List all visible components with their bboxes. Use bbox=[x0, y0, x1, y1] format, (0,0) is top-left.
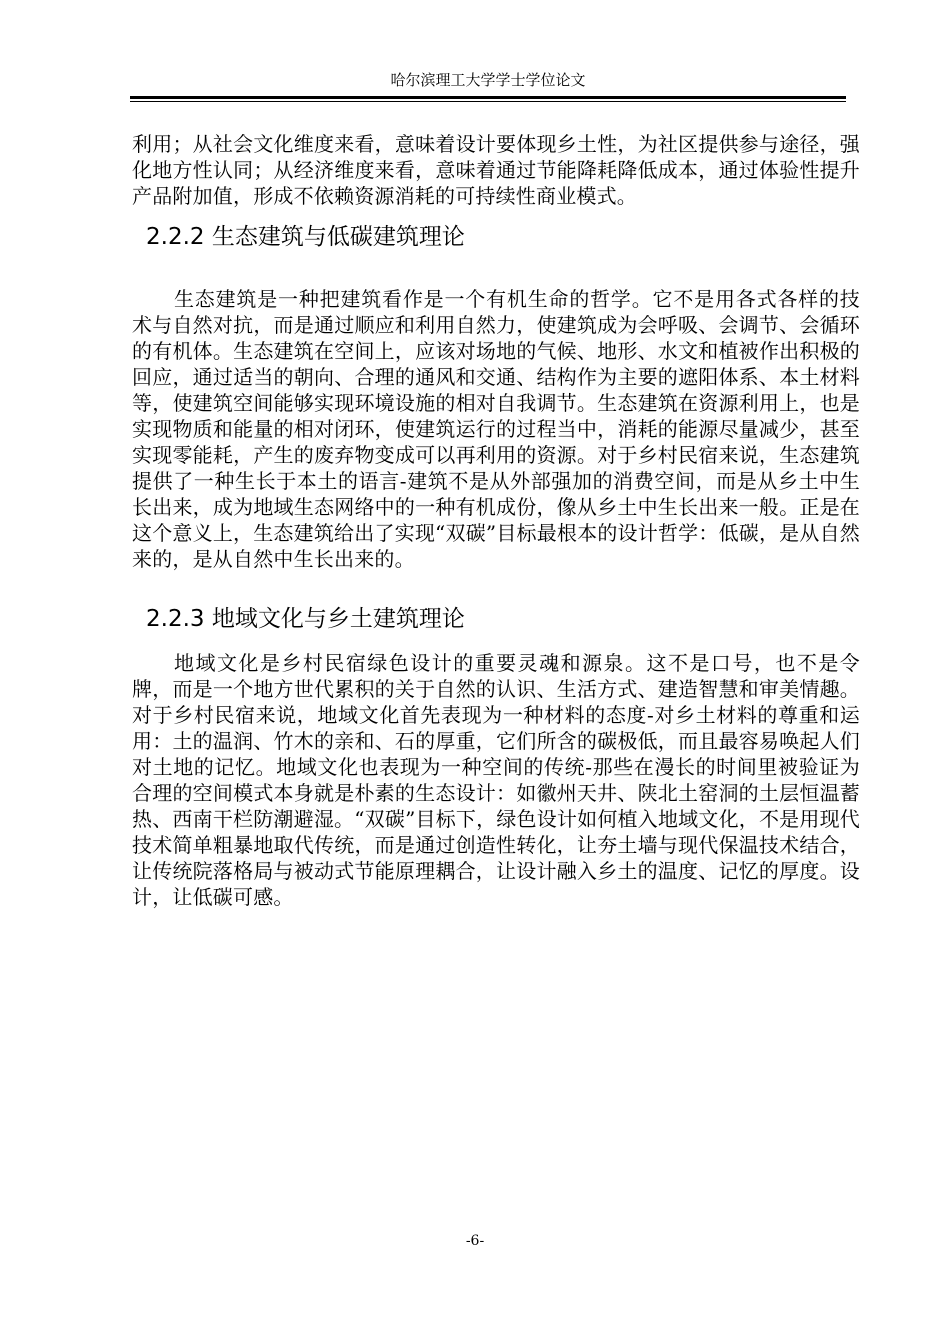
section-heading-2-2-2: 2.2.2 生态建筑与低碳建筑理论 bbox=[146, 224, 465, 250]
paragraph-2-2-2: 生态建筑是一种把建筑看作是一个有机生命的哲学。它不是用各式各样的技术与自然对抗，而是通过顺应和利用自然力，使建筑成为会呼吸、会调节、会循环的有机体。生态建筑在空间上，应该对场地的气候、地形、水文和植被作出积极的回应，通过适当的朝向、合理的通风和交通、结构作为主要的遮阳体系、本土材料等，使建筑空间能够实现环境设施的相对自我调节。生态建筑在资源利用上，也是实现物质和能量的相对闭环，使建筑运行的过程当中，消耗的能源尽量减少，甚至实现零能耗，产生的废弃物变成可以再利用的资源。对于乡村民宿来说，生态建筑提供了一种生长于本土的语言-建筑不是从外部强加的消费空间，而是从乡土中生长出来，成为地域生态网络中的一种有机成份，像从乡土中生长出来一般。正是在这个意义上，生态建筑给出了实现“双碳”目标最根本的设计哲学：低碳，是从自然来的，是从自然中生长出来的。 bbox=[132, 287, 860, 571]
intro-paragraph: 利用；从社会文化维度来看，意味着设计要体现乡土性，为社区提供参与途径，强化地方性认同；从经济维度来看，意味着通过节能降耗降低成本，通过体验性提升产品附加值，形成不依赖资源消耗的可持续性商业模式。 bbox=[132, 132, 860, 208]
page-header: 哈尔滨理工大学学士学位论文 bbox=[390, 71, 586, 89]
section-heading-2-2-3: 2.2.3 地域文化与乡土建筑理论 bbox=[146, 606, 465, 632]
page-number: -6- bbox=[465, 1233, 485, 1249]
paragraph-2-2-3: 地域文化是乡村民宿绿色设计的重要灵魂和源泉。这不是口号，也不是令牌，而是一个地方世代累积的关于自然的认识、生活方式、建造智慧和审美情趣。对于乡村民宿来说，地域文化首先表现为一种材料的态度-对乡土材料的尊重和运用：土的温润、竹木的亲和、石的厚重，它们所含的碳极低，而且最容易唤起人们对土地的记忆。地域文化也表现为一种空间的传统-那些在漫长的时间里被验证为合理的空间模式本身就是朴素的生态设计：如徽州天井、陕北土窑洞的土层恒温蓄热、西南干栏防潮避湿。“双碳”目标下，绿色设计如何植入地域文化，不是用现代技术简单粗暴地取代传统，而是通过创造性转化，让夯土墙与现代保温技术结合，让传统院落格局与被动式节能原理耦合，让设计融入乡土的温度、记忆的厚度。设计，让低碳可感。 bbox=[132, 651, 860, 909]
header-rule bbox=[130, 96, 846, 102]
